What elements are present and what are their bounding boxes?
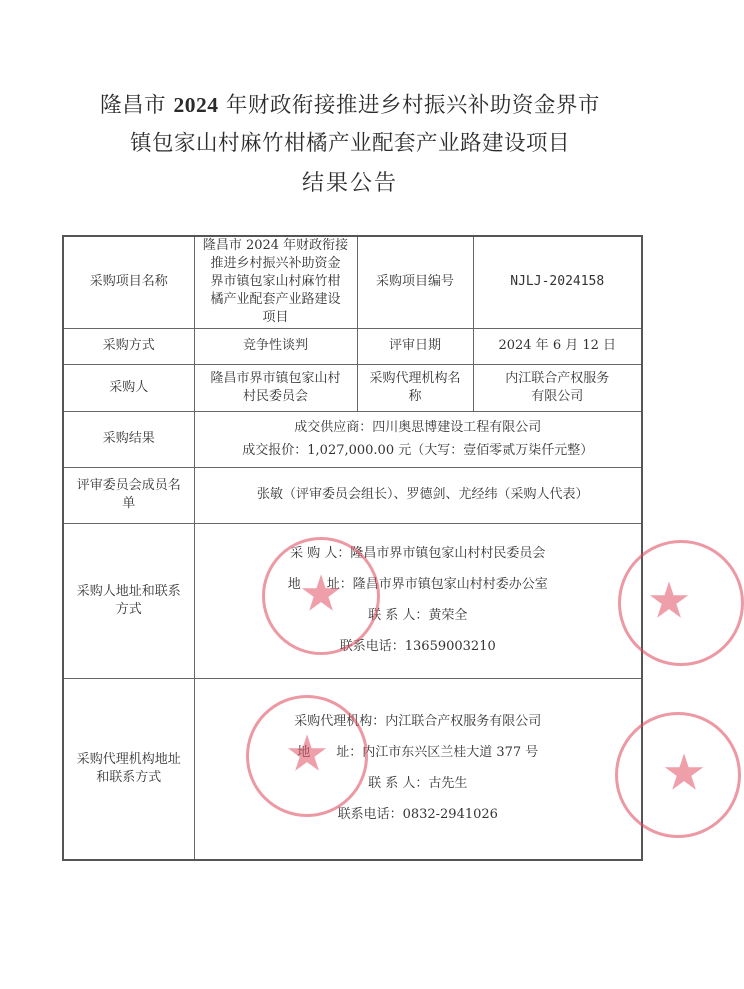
committee-value: 张敏（评审委员会组长）、罗德剑、尤经纬（采购人代表） xyxy=(194,467,642,523)
purchaser-contact-label xyxy=(63,523,194,678)
committee-label-line: 单 xyxy=(122,496,136,511)
agency-contact-label-line: 和联系方式 xyxy=(96,769,162,785)
agency-name-label xyxy=(357,364,473,411)
agency-contact-name: 采购代理机构：内江联合产权服务有限公司 xyxy=(294,714,542,730)
project-name-line: 橘产业配套产业路建设 xyxy=(210,292,341,308)
agency-name-value xyxy=(473,364,642,411)
seal-star-icon: ★ xyxy=(646,571,692,630)
project-name-value xyxy=(194,236,357,328)
purchaser-contact-phone: 联系电话：13659003210 xyxy=(339,639,496,654)
purchaser-contact-person: 联 系 人：黄荣全 xyxy=(368,608,468,623)
project-name-line: 隆昌市 2024 年财政衔接 xyxy=(202,238,349,254)
table-row-method xyxy=(63,328,642,364)
agency-contact-address: 地 址：内江市东兴区兰桂大道 377 号 xyxy=(297,745,539,761)
purchaser-contact-label-line: 采购人地址和联系 xyxy=(76,583,181,599)
agency-name-line: 有限公司 xyxy=(531,388,584,404)
purchaser-contact-name: 采 购 人：隆昌市界市镇包家山村村民委员会 xyxy=(290,546,546,561)
review-date-value: 2024 年 6 月 12 日 xyxy=(473,328,642,364)
method-label: 采购方式 xyxy=(63,328,194,364)
result-label: 采购结果 xyxy=(63,411,194,467)
agency-contact-value xyxy=(194,678,642,860)
table-row-purchaser-contact xyxy=(63,523,642,678)
purchaser-contact-address: 地 址：隆昌市界市镇包家山村村委办公室 xyxy=(287,577,548,592)
table-row-committee xyxy=(63,467,642,523)
purchaser-line: 村民委员会 xyxy=(242,388,308,404)
document-title-line-2: 镇包家山村麻竹柑橘产业配套产业路建设项目 xyxy=(129,131,570,156)
review-date-label: 评审日期 xyxy=(357,328,473,364)
table-row-result xyxy=(63,411,642,467)
committee-label-line: 评审委员会成员名 xyxy=(76,478,181,493)
result-supplier: 成交供应商：四川奥思博建设工程有限公司 xyxy=(294,419,542,435)
agency-contact-person: 联 系 人：古先生 xyxy=(368,776,468,792)
method-value: 竞争性谈判 xyxy=(194,328,357,364)
project-name-line: 项目 xyxy=(262,310,289,326)
purchaser-label: 采购人 xyxy=(63,364,194,411)
purchaser-line: 隆昌市界市镇包家山村 xyxy=(210,370,341,386)
agency-contact-phone: 联系电话：0832-2941026 xyxy=(337,807,498,823)
committee-label xyxy=(63,467,194,523)
project-name-line: 界市镇包家山村麻竹柑 xyxy=(210,274,341,290)
agency-contact-label-line: 采购代理机构地址 xyxy=(76,751,181,767)
agency-contact-label xyxy=(63,678,194,860)
result-value xyxy=(194,411,642,467)
agency-name-label-line: 称 xyxy=(408,388,422,404)
project-no-label: 采购项目编号 xyxy=(357,236,473,328)
table-row-purchaser xyxy=(63,364,642,411)
result-price: 成交报价：1,027,000.00 元（大写：壹佰零贰万柒仟元整） xyxy=(242,442,594,458)
agency-name-line: 内江联合产权服务 xyxy=(505,370,610,386)
table-row-project-name xyxy=(63,236,642,328)
document-title-line-1 xyxy=(0,88,700,119)
title-prefix: 隆昌市 xyxy=(100,93,174,118)
seal-star-icon: ★ xyxy=(298,564,344,623)
project-name-line: 推进乡村振兴补助资金 xyxy=(210,256,341,272)
project-name-label: 采购项目名称 xyxy=(63,236,194,328)
seal-star-icon: ★ xyxy=(284,724,330,783)
result-announcement-table xyxy=(62,235,643,861)
purchaser-value xyxy=(194,364,357,411)
purchaser-contact-value xyxy=(194,523,642,678)
document-title-line-3: 结果公告 xyxy=(301,171,398,196)
agency-name-label-line: 采购代理机构名 xyxy=(369,370,461,386)
table-row-agency-contact xyxy=(63,678,642,860)
project-no-value: NJLJ-2024158 xyxy=(473,236,642,328)
seal-star-icon: ★ xyxy=(661,743,707,802)
title-year: 2024 xyxy=(173,93,219,117)
purchaser-contact-label-line: 方式 xyxy=(115,601,142,617)
title-suffix: 年财政衔接推进乡村振兴补助资金界市 xyxy=(218,93,600,118)
